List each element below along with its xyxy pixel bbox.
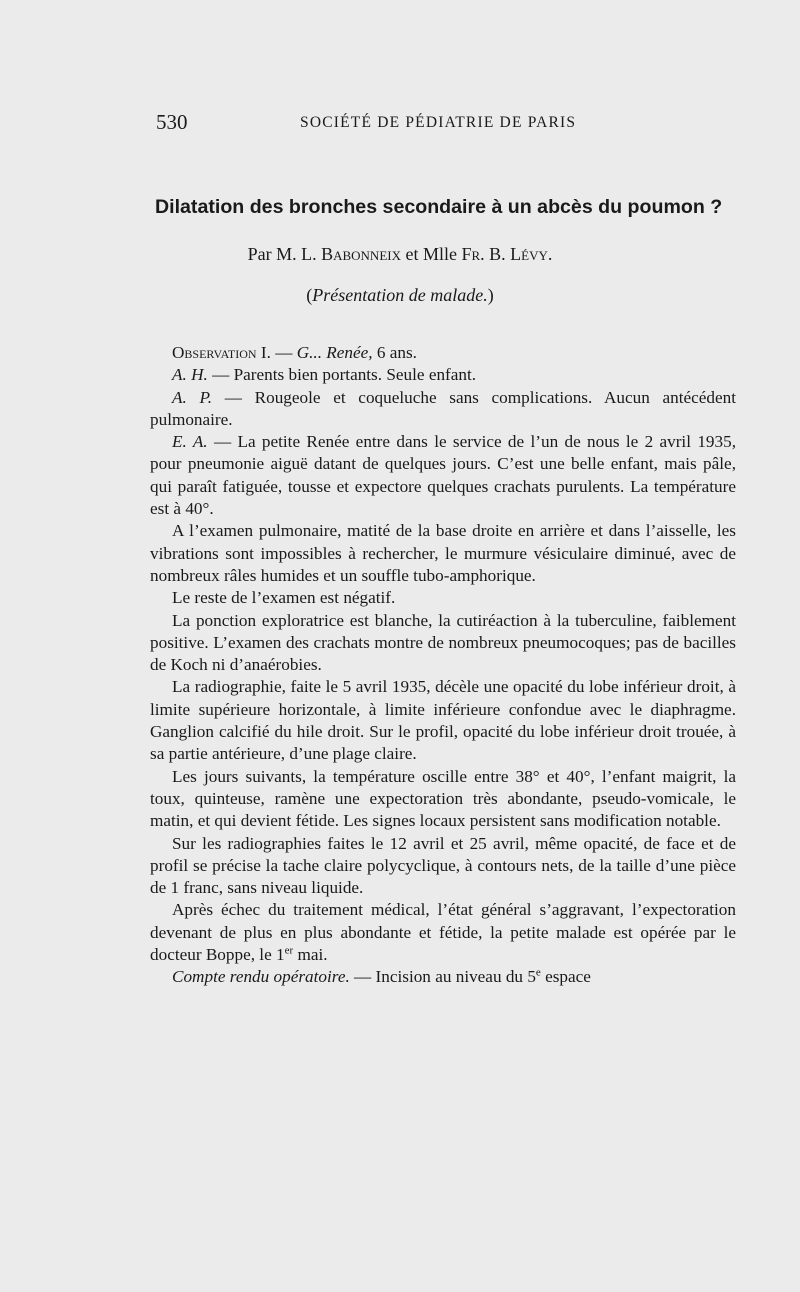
paragraph-reste: Le reste de l’examen est négatif. — [172, 588, 396, 608]
paragraph-apres-echec: Après échec du traitement médical, l’état général s’aggravant, l’expectoration devenant de plus en plus abondante et fétide, la petite malade est opérée par le docteur Boppe, le 1er mai. — [150, 900, 736, 965]
paragraph-compte-rendu: Compte rendu opératoire. — Incision au niveau du 5e espace — [172, 966, 591, 987]
presentation-text: Présentation de malade. — [312, 285, 488, 305]
running-head — [156, 110, 756, 140]
author-name: Babonneix — [321, 244, 401, 264]
paragraph-jours-suivants: Les jours suivants, la température oscille entre 38° et 40°, l’enfant maigrit, la toux, quinteuse, ramène une expectoration très abondante, pseudo-vomicale, le matin, et qui devient fétide. Les signes locaux persistent sans modification notable. — [150, 766, 736, 831]
presentation-note: (Présentation de malade.) — [306, 285, 494, 305]
paragraph-ap: A. P. — Rougeole et coqueluche sans complications. Aucun antécédent pulmonaire. — [150, 387, 737, 429]
paragraph-ah: A. H. — Parents bien portants. Seule enfant. — [172, 365, 477, 385]
byline-prefix: Par M. L. — [247, 244, 322, 264]
byline-suffix: . — [547, 244, 553, 264]
paragraph-ea: E. A. — La petite Renée entre dans le service de l’un de nous le 2 avril 1935, pour pneumonie aiguë datant de quelques jours. C’est une belle enfant, mais pâle, qui paraît fatiguée, tousse et expectore quelques crachats purulents. La température est à 40°. — [150, 432, 736, 519]
patient-name: G... Renée, — [296, 343, 373, 362]
paragraph-radiographie: La radiographie, faite le 5 avril 1935, décèle une opacité du lobe inférieur droit, à limite supérieure horizontale, à limite inférieure confondue avec le diaphragme. Ganglion calcifié du hile droit. Sur le profil, opacité du lobe inférieur droit trouée, à sa partie antérieure, d’une plage claire. — [150, 677, 736, 764]
observation-heading: Observation I. — G... Renée, 6 ans. — [172, 343, 417, 362]
byline-mid: et Mlle — [400, 244, 462, 264]
paragraph-exam: A l’examen pulmonaire, matité de la base droite en arrière et dans l’aisselle, les vibrations sont impossibles à rechercher, le murmure vésiculaire diminué, avec de nombreux râles humides et un souffle tubo-amphorique. — [150, 521, 736, 585]
running-title: SOCIÉTÉ DE PÉDIATRIE DE PARIS — [300, 114, 577, 131]
observation-label: Observation I. — [172, 343, 271, 362]
byline — [0, 244, 800, 265]
paragraph-radiographies: Sur les radiographies faites le 12 avril et 25 avril, même opacité, de face et de profil se précise la tache claire polycyclique, à contours nets, de la taille d’une pièce de 1 franc, sans niveau liquide. — [150, 833, 736, 898]
article-body — [150, 342, 736, 989]
page-number: 530 — [156, 110, 188, 134]
author-name: Fr. B. Lévy — [461, 244, 548, 264]
article-title: Dilatation des bronches secondaire à un abcès du poumon ? — [155, 196, 723, 218]
paragraph-ponction: La ponction exploratrice est blanche, la cutiréaction à la tuberculine, faiblement positive. L’examen des crachats montre de nombreux pneumocoques; pas de bacilles de Koch ni d’anaérobies. — [150, 610, 736, 675]
